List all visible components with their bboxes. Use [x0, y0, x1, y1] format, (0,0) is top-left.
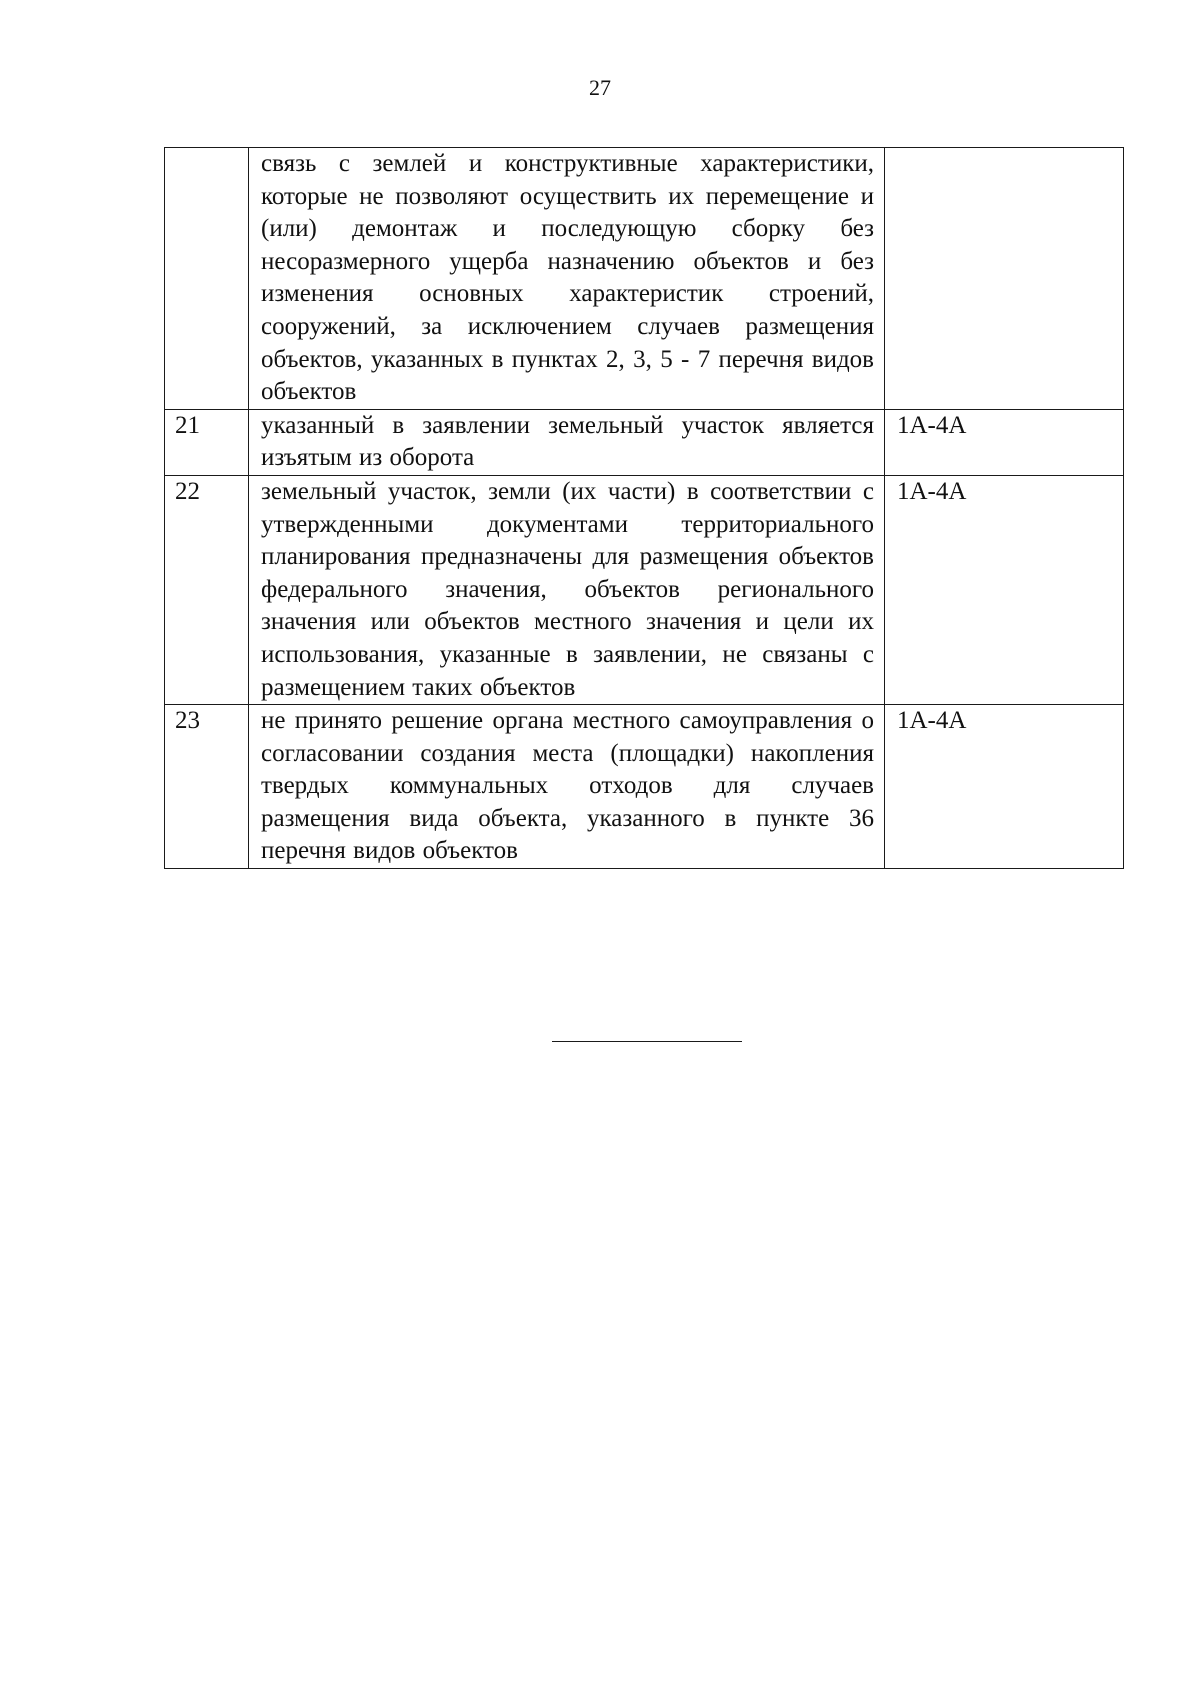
- row-code-cell: [885, 475, 1124, 704]
- row-number-cell: [165, 705, 249, 869]
- table-row: [165, 409, 1124, 475]
- row-text-cell: [249, 705, 885, 869]
- row-text: земельный участок, земли (их части) в соответствии с утвержденными документами территориального планирования предназначены для размещения объектов федерального значения, объектов регионального значения или объектов местного значения и цели их использования, указанные в заявлении, не связаны с размещением таких объектов: [261, 477, 874, 701]
- row-text-cell: [249, 148, 885, 410]
- row-text: указанный в заявлении земельный участок является изъятым из оборота: [261, 411, 874, 472]
- row-number: 21: [175, 411, 200, 439]
- row-text-cell: [249, 475, 885, 704]
- row-number: 23: [175, 707, 200, 735]
- row-code: 1А-4А: [897, 411, 967, 439]
- row-code: 1А-4А: [897, 477, 967, 505]
- row-text: связь с землей и конструктивные характеристики, которые не позволяют осуществить их перемещение и (или) демонтаж и последующую сборку без несоразмерного ущерба назначению объектов и без изменения основных характеристик строений, сооружений, за исключением случаев размещения объектов, указанных в пунктах 2, 3, 5 - 7 перечня видов объектов: [261, 150, 874, 406]
- page-number: 27: [589, 75, 611, 100]
- grounds-table: [164, 147, 1124, 869]
- table-row: [165, 148, 1124, 410]
- row-text: не принято решение органа местного самоуправления о согласовании создания места (площадки) накопления твердых коммунальных отходов для случаев размещения вида объекта, указанного в пункте 36 перечня видов объектов: [261, 707, 874, 865]
- row-text-cell: [249, 409, 885, 475]
- table-row: [165, 475, 1124, 704]
- row-code: 1А-4А: [897, 707, 967, 735]
- row-code-cell: [885, 148, 1124, 410]
- row-number-cell: [165, 409, 249, 475]
- row-code-cell: [885, 409, 1124, 475]
- row-number-cell: [165, 475, 249, 704]
- row-number-cell: [165, 148, 249, 410]
- row-code-cell: [885, 705, 1124, 869]
- end-of-document-rule: [552, 1041, 742, 1042]
- table-row: [165, 705, 1124, 869]
- row-number: 22: [175, 477, 200, 505]
